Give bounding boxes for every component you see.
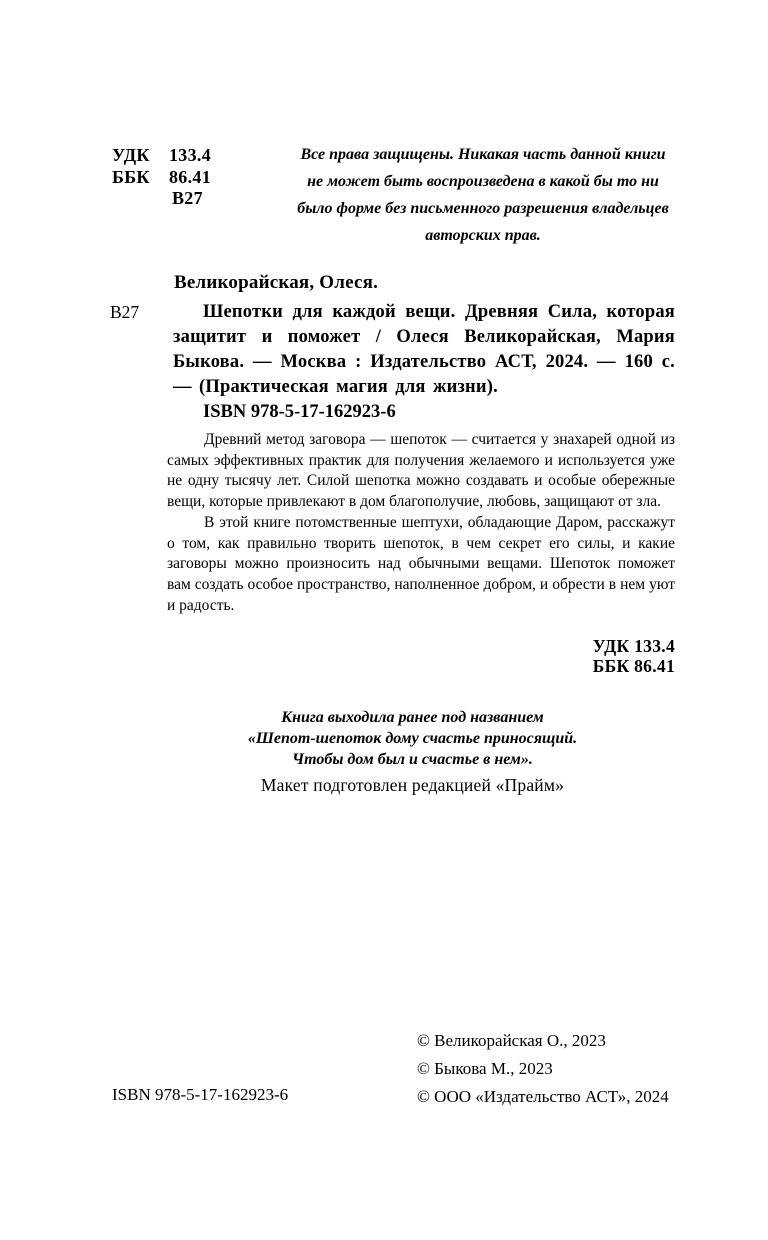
former-title-line: Чтобы дом был и счастье в нем». bbox=[292, 751, 533, 768]
annotation-paragraph-2: В этой книге потомственные шептухи, обладающие Даром, расскажут о том, как правильно творить шепоток, в чем секрет его силы, и какие заговоры можно произносить над обычными вещами. Шепоток поможет вам создать особое пространство, наполненное добром, и обрести в нем уют и радость. bbox=[167, 513, 675, 614]
copyright-line: © ООО «Издательство АСТ», 2024 bbox=[417, 1087, 669, 1106]
footer-bbk: ББК 86.41 bbox=[592, 655, 675, 676]
annotation-paragraph-1: Древний метод заговора — шепоток — считается у знахарей одной из самых эффективных практик для получения желаемого и используется уже не одну тысячу лет. Силой шепотка можно создавать и особые обережные вещи, которые привлекают в дом благополучие, любовь, защищают от зла. bbox=[167, 431, 675, 511]
footer-udk: УДК 133.4 bbox=[592, 636, 675, 656]
bbk-label: ББК bbox=[112, 166, 150, 187]
annotation bbox=[167, 430, 675, 616]
rights-notice-line: не может быть воспроизведена в какой бы то ни bbox=[307, 173, 659, 190]
udk-value: 133.4 bbox=[169, 145, 211, 165]
entry-code: В27 bbox=[110, 302, 140, 322]
former-title-line: «Шепот-шепоток дому счастье приносящий. bbox=[247, 730, 578, 747]
classification-codes bbox=[112, 145, 211, 210]
rights-notice-line: Все права защищены. Никакая часть данной книги bbox=[300, 146, 666, 163]
author-heading: Великорайская, Олеся. bbox=[174, 272, 379, 293]
author-code-spacer bbox=[112, 188, 169, 210]
copyright-line: © Быкова М., 2023 bbox=[417, 1059, 553, 1078]
footer-classification-codes bbox=[375, 637, 675, 677]
copyright-line: © Великорайская О., 2023 bbox=[417, 1031, 606, 1050]
bbk-value: 86.41 bbox=[169, 166, 211, 187]
rights-notice-line: авторских прав. bbox=[425, 227, 541, 244]
bbk-row bbox=[112, 167, 211, 189]
former-title-note bbox=[150, 707, 675, 770]
udk-label: УДК bbox=[112, 145, 150, 165]
author-code: В27 bbox=[172, 188, 203, 208]
rights-notice bbox=[288, 141, 678, 249]
udk-row bbox=[112, 145, 211, 167]
edition-note: Макет подготовлен редакцией «Прайм» bbox=[260, 775, 565, 795]
copyright-block bbox=[417, 1027, 669, 1111]
author-code-row bbox=[112, 188, 211, 210]
isbn-statement: ISBN 978-5-17-162923-6 bbox=[203, 402, 396, 422]
former-title-line: Книга выходила ранее под названием bbox=[281, 709, 544, 726]
rights-notice-line: было форме без письменного разрешения владельцев bbox=[297, 200, 669, 217]
bibliographic-description: Шепотки для каждой вещи. Древняя Сила, которая защитит и поможет / Олеся Великорайская, Мария Быкова. — Москва : Издательство АСТ, 2024. — 160 с. — (Практическая магия для жизни). bbox=[173, 302, 675, 397]
isbn-bottom: ISBN 978-5-17-162923-6 bbox=[112, 1085, 289, 1104]
